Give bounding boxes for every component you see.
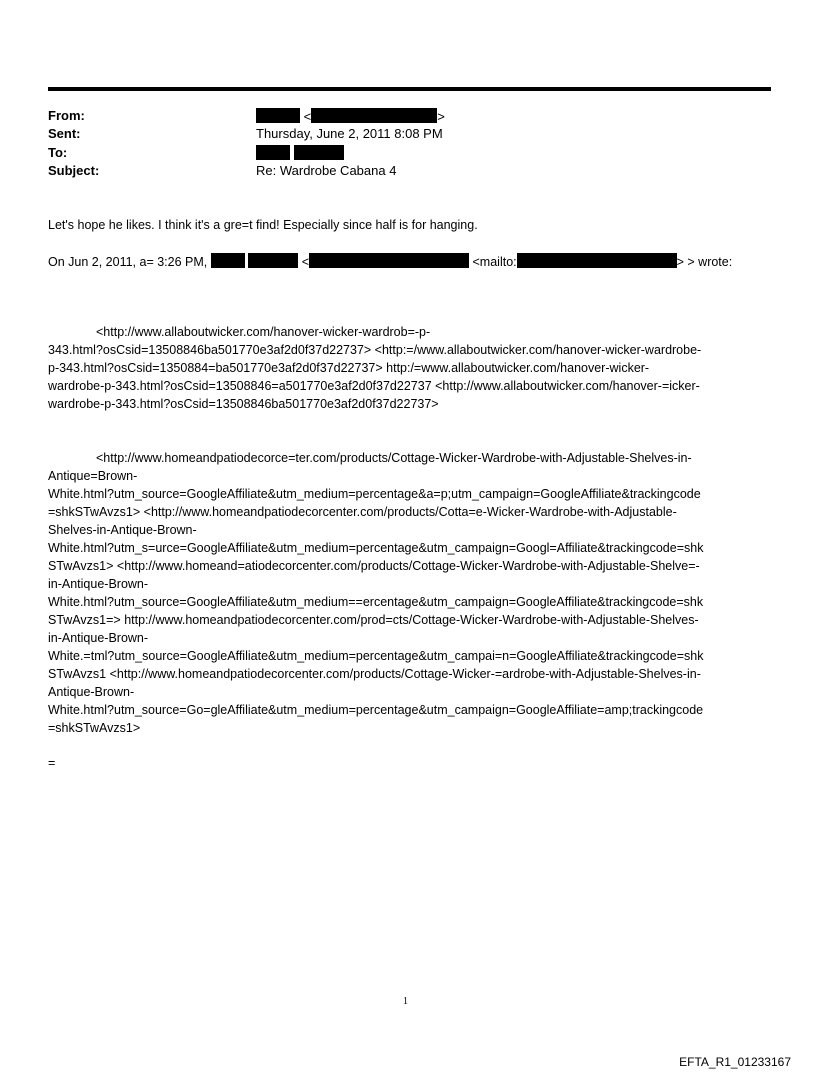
redaction-box [311, 108, 437, 123]
trailing-equals: = [48, 756, 56, 770]
to-value [256, 145, 344, 162]
subject-label: Subject: [48, 163, 100, 178]
from-gt: > [437, 109, 445, 124]
quote-prefix: On Jun 2, 2011, a= 3:26 PM, [48, 255, 208, 269]
mailto-text: <mailto: [472, 255, 517, 269]
redaction-box [517, 253, 677, 268]
para-line: <http://www.allaboutwicker.com/hanover-wicker-wardrob=-p- [96, 325, 431, 339]
sent-label: Sent: [48, 126, 81, 141]
para-line: <http://www.homeandpatiodecorce=ter.com/products/Cottage-Wicker-Wardrobe-with-Adjustable-Shelves-in- [96, 451, 692, 465]
from-lt: < [303, 109, 312, 124]
quote-lt: < [301, 255, 310, 269]
para-line: Antique-Brown- [48, 685, 135, 699]
para-line: White.html?utm_s=urce=GoogleAffiliate&utm_medium=percentage&utm_campaign=Googl=Affiliate&trackingcode=shk [48, 541, 704, 555]
para-line: =shkSTwAvzs1> [48, 721, 141, 735]
page-number: 1 [403, 996, 408, 1007]
to-label: To: [48, 145, 68, 160]
from-value [256, 108, 445, 125]
para-line: wardrobe-p-343.html?osCsid=13508846ba501770e3af2d0f37d22737> [48, 397, 439, 411]
quote-suffix: > > wrote: [676, 255, 733, 269]
subject-value: Re: Wardrobe Cabana 4 [256, 163, 397, 178]
para-line: wardrobe-p-343.html?osCsid=13508846=a501770e3af2d0f37d22737 <http://www.allaboutwicker.com/hanover-=icker- [48, 379, 700, 393]
para-line: =shkSTwAvzs1> <http://www.homeandpatiodecorcenter.com/products/Cotta=e-Wicker-Wardrobe-with-Adjustable- [48, 505, 677, 519]
para-line: White.html?utm_source=GoogleAffiliate&utm_medium==ercentage&utm_campaign=GoogleAffiliate&trackingcode=shk [48, 595, 704, 609]
redaction-box [309, 253, 469, 268]
para-line: Antique=Brown- [48, 469, 138, 483]
redaction-box [211, 253, 245, 268]
para-line: White.html?utm_source=Go=gleAffiliate&utm_medium=percentage&utm_campaign=GoogleAffiliate=amp;trackingcode [48, 703, 704, 717]
para-line: p-343.html?osCsid=1350884=ba501770e3af2d0f37d22737> http:/=www.allaboutwicker.com/hanover-wicker- [48, 361, 650, 375]
redaction-box [256, 108, 300, 123]
para-line: STwAvzs1> <http://www.homeand=atiodecorcenter.com/products/Cottage-Wicker-Wardrobe-with-Adjustable-Shelve=- [48, 559, 700, 573]
redaction-box [294, 145, 344, 160]
para-line: 343.html?osCsid=13508846ba501770e3af2d0f37d22737> <http:=/www.allaboutwicker.com/hanover-wicker-wardrobe- [48, 343, 702, 357]
sent-value: Thursday, June 2, 2011 8:08 PM [256, 126, 443, 141]
redaction-box [248, 253, 298, 268]
para-line: in-Antique-Brown- [48, 577, 149, 591]
link-paragraph-2 [48, 449, 773, 737]
link-paragraph-1 [48, 323, 773, 413]
para-line: White.html?utm_source=GoogleAffiliate&utm_medium=percentage&a=p;utm_campaign=GoogleAffiliate&trackingcode [48, 487, 701, 501]
para-line: White.=tml?utm_source=GoogleAffiliate&utm_medium=percentage&utm_campai=n=GoogleAffiliate&trackingcode=shk [48, 649, 704, 663]
redaction-box [256, 145, 290, 160]
quote-header [48, 253, 732, 271]
para-line: in-Antique-Brown- [48, 631, 149, 645]
header-rule [48, 87, 771, 91]
para-line: STwAvzs1 <http://www.homeandpatiodecorcenter.com/products/Cottage-Wicker-=ardrobe-with-Adjustable-Shelves-in- [48, 667, 701, 681]
from-label: From: [48, 108, 85, 123]
document-id: EFTA_R1_01233167 [679, 1055, 791, 1069]
para-line: Shelves-in-Antique-Brown- [48, 523, 197, 537]
para-line: STwAvzs1=> http://www.homeandpatiodecorcenter.com/prod=cts/Cottage-Wicker-Wardrobe-with-Adjustable-Shelves- [48, 613, 699, 627]
body-line-1: Let's hope he likes. I think it's a gre=t find! Especially since half is for hanging. [48, 218, 478, 232]
